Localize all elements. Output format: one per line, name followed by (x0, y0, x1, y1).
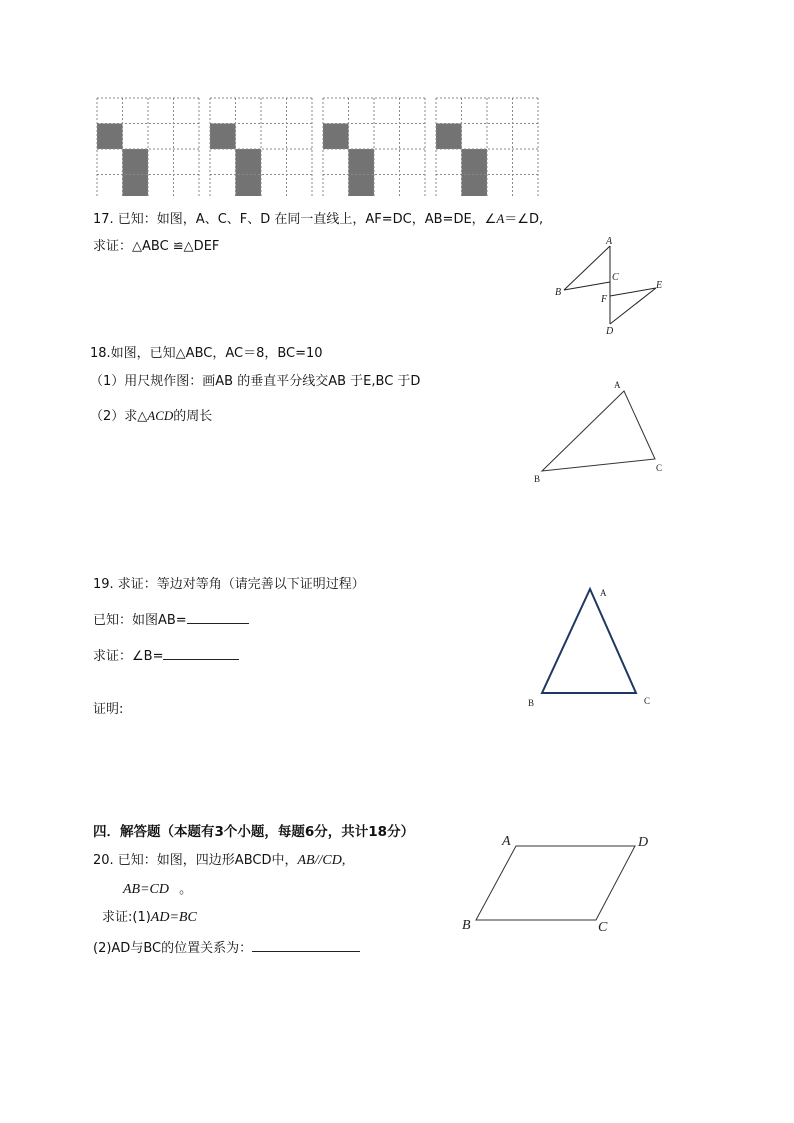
grid-panel (323, 98, 425, 196)
q20-label-d: D (638, 835, 649, 850)
q18-given: 18.如图，已知△ABC，AC＝8，BC=10 (90, 346, 323, 361)
q17-label-f: F (601, 294, 608, 305)
q17-prove: 求证：△ABC ≌△DEF (93, 239, 220, 254)
q18-part2-suffix: 的周长 (173, 409, 213, 424)
q18-label-a: A (614, 380, 621, 390)
q18-figure (528, 376, 668, 488)
q17-eq: ＝∠D, (504, 212, 544, 227)
q18-label-c: C (656, 463, 663, 473)
q20-given (93, 853, 345, 869)
q17-line1: 17. 已知：如图，A、C、F、D 在同一直线上，AF=DC，AB=DE，∠ (93, 212, 497, 227)
q17-label-c: C (612, 272, 619, 283)
q20-given-2 (123, 882, 192, 898)
section4-heading: 四．解答题（本题有3个小题，每题6分，共计18分） (93, 824, 415, 840)
grid-shaded-cell (462, 175, 488, 197)
q20-line2-italic: AB=CD (123, 882, 169, 897)
q20-part2-blank[interactable] (252, 939, 360, 952)
q18-part2-prefix: （2）求△ (90, 409, 148, 424)
q20-part2 (93, 939, 360, 957)
q20-line1-prefix: 20. 已知：如图，四边形ABCD中， (93, 853, 298, 868)
q20-label-b: B (462, 918, 471, 933)
grid-shaded-cell (97, 124, 123, 150)
q19-figure (524, 582, 659, 710)
q20-prove (102, 910, 197, 926)
q18-triangle (542, 391, 655, 471)
q20-prove-prefix: 求证:(1) (102, 910, 151, 925)
q17-label-b: B (555, 287, 562, 298)
q17-figure (540, 232, 680, 340)
q17-label-d: D (606, 326, 614, 337)
q19-proof: 证明: (93, 702, 124, 717)
q19-prove (93, 647, 239, 665)
grid-shaded-cell (349, 149, 375, 175)
grid-shaded-cell (210, 124, 236, 150)
q19-label-b: B (528, 698, 535, 708)
grid-panel (436, 98, 538, 196)
grid-panels (95, 96, 545, 196)
grid-shaded-cell (236, 149, 262, 175)
q19-given-blank[interactable] (187, 611, 249, 624)
q18-part1: （1）用尺规作图：画AB 的垂直平分线交AB 于E,BC 于D (90, 374, 421, 389)
q17-label-a: A (606, 236, 613, 247)
q17-label-e: E (656, 280, 663, 291)
q17-seg-ed (610, 288, 656, 324)
q20-line2-suffix: 。 (179, 882, 193, 897)
grid-shaded-cell (123, 175, 149, 197)
grid-panel (97, 98, 199, 196)
grid-shaded-cell (236, 175, 262, 197)
grid-shaded-cell (349, 175, 375, 197)
q19-prove-blank[interactable] (163, 647, 239, 660)
q18-label-b: B (534, 474, 541, 484)
q19-triangle (542, 589, 636, 693)
q19-label-c: C (644, 696, 651, 706)
q20-label-a: A (502, 834, 511, 849)
grid-panels-svg (95, 96, 545, 196)
q20-parallelogram (476, 846, 635, 920)
grid-shaded-cell (462, 149, 488, 175)
q20-figure (458, 828, 658, 936)
grid-shaded-cell (436, 124, 462, 150)
q19-given (93, 611, 249, 629)
grid-shaded-cell (123, 149, 149, 175)
q17-angle-a: A (496, 211, 505, 226)
q19-prove-label: 求证：∠B= (93, 649, 164, 664)
q20-part2-label: (2)AD与BC的位置关系为： (93, 941, 253, 956)
q20-prove-italic: AD=BC (150, 910, 197, 925)
q19-given-label: 已知：如图AB= (93, 613, 187, 628)
q20-label-c: C (598, 920, 608, 935)
q17-given (93, 211, 543, 228)
q18-part2 (90, 408, 212, 425)
q19-label-a: A (600, 588, 607, 598)
q17-seg-fe (610, 288, 656, 296)
q19-title: 19. 求证：等边对等角（请完善以下证明过程） (93, 577, 365, 592)
q20-line1-italic: AB//CD, (297, 853, 346, 868)
grid-panel (210, 98, 312, 196)
q18-part2-italic: ACD (147, 408, 174, 423)
grid-shaded-cell (323, 124, 349, 150)
